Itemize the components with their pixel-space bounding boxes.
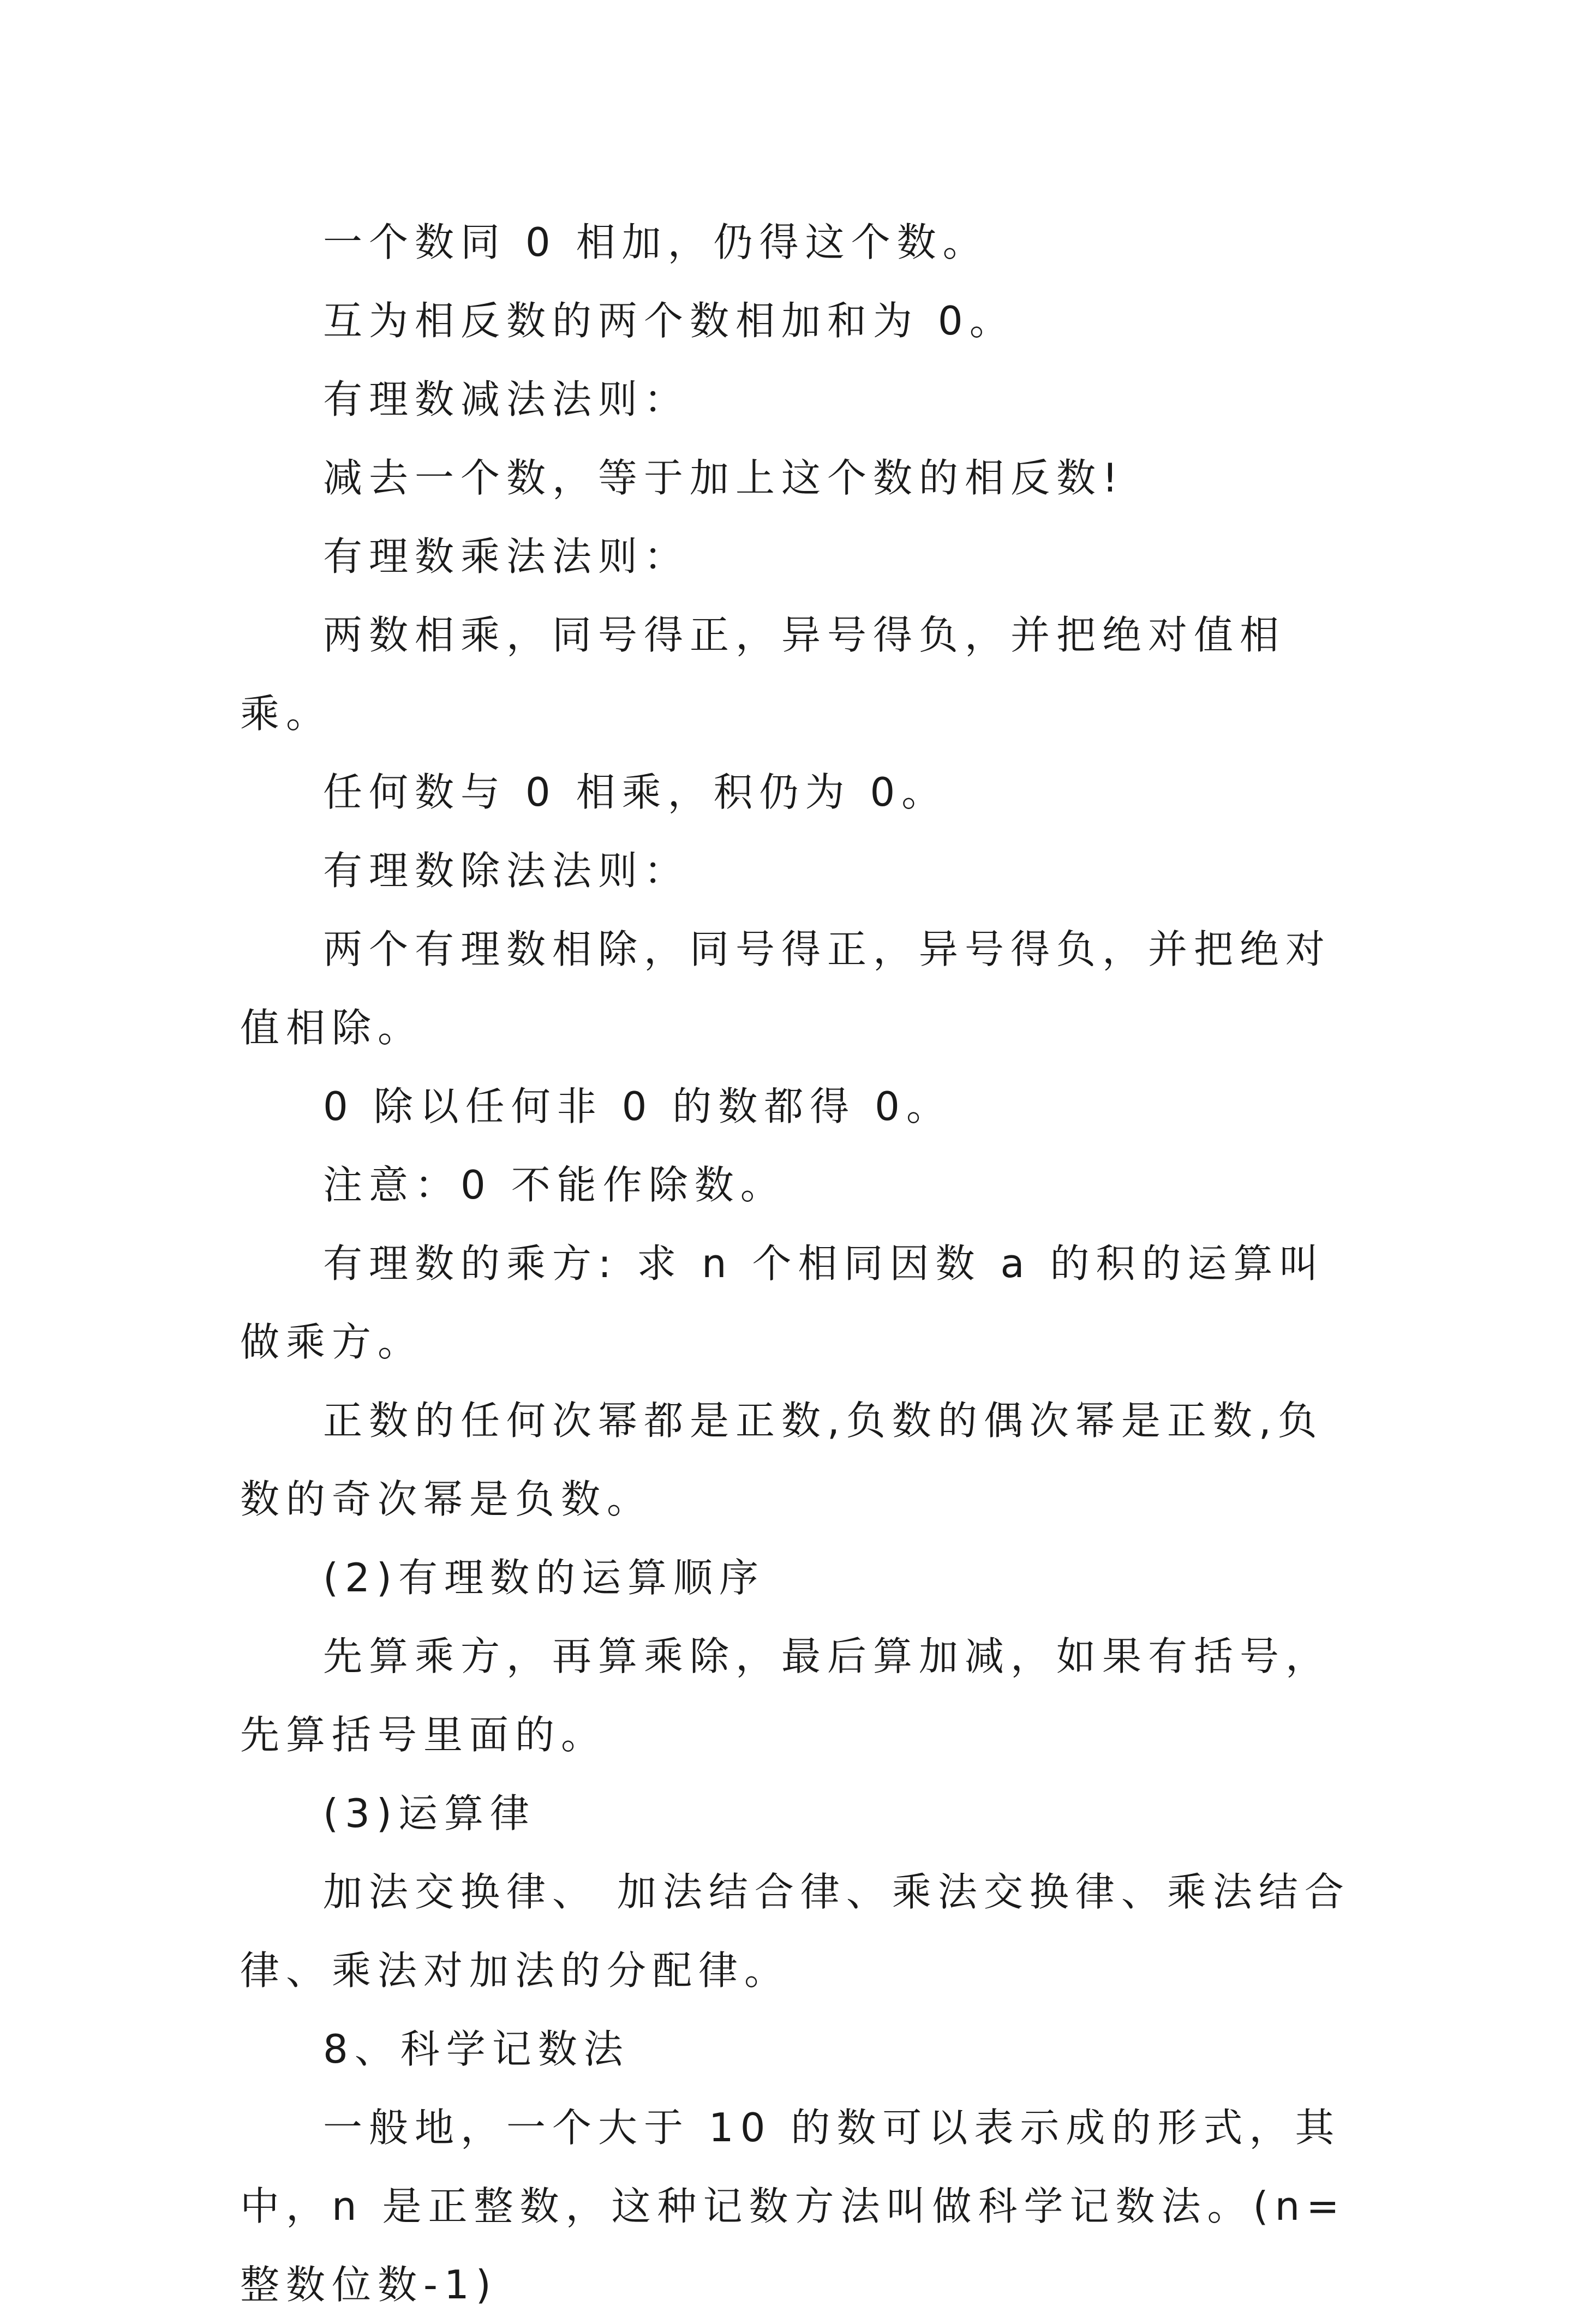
section-heading: 8、科学记数法	[323, 2026, 630, 2072]
paragraph: 有理数除法法则：	[323, 848, 690, 894]
section-heading: (3)运算律	[323, 1790, 536, 1836]
document-body	[240, 203, 1350, 2324]
paragraph: 有理数减法法则：	[323, 376, 690, 422]
paragraph: 正数的任何次幂都是正数,负数的偶次幂是正数,负数的奇次幂是负数。	[240, 1398, 1324, 1522]
paragraph: 两个有理数相除，同号得正，异号得负，并把绝对值相除。	[240, 926, 1332, 1051]
paragraph: 0 除以任何非 0 的数都得 0。	[323, 1083, 952, 1129]
paragraph: 有理数乘法法则：	[323, 534, 690, 579]
paragraph: 减去一个数，等于加上这个数的相反数!	[323, 455, 1125, 501]
paragraph: 两数相乘，同号得正，异号得负，并把绝对值相乘。	[240, 612, 1286, 736]
paragraph: 任何数与 0 相乘，积仍为 0。	[323, 769, 948, 815]
paragraph: 有理数的乘方: 求 n 个相同因数 a 的积的运算叫做乘方。	[240, 1241, 1325, 1365]
paragraph: 注意：0 不能作除数。	[323, 1162, 786, 1208]
section-heading: (2)有理数的运算顺序	[323, 1555, 765, 1601]
paragraph: 互为相反数的两个数相加和为 0。	[323, 298, 1015, 344]
paragraph: 一般地，一个大于 10 的数可以表示成的形式，其中，n 是正整数，这种记数方法叫做科学记数法。(n=整数位数-1)	[240, 2105, 1346, 2308]
paragraph: 加法交换律、 加法结合律、乘法交换律、乘法结合律、乘法对加法的分配律。	[240, 1869, 1350, 1993]
paragraph: 先算乘方，再算乘除，最后算加减，如果有括号，先算括号里面的。	[240, 1633, 1332, 1758]
paragraph: 一个数同 0 相加，仍得这个数。	[323, 219, 989, 265]
